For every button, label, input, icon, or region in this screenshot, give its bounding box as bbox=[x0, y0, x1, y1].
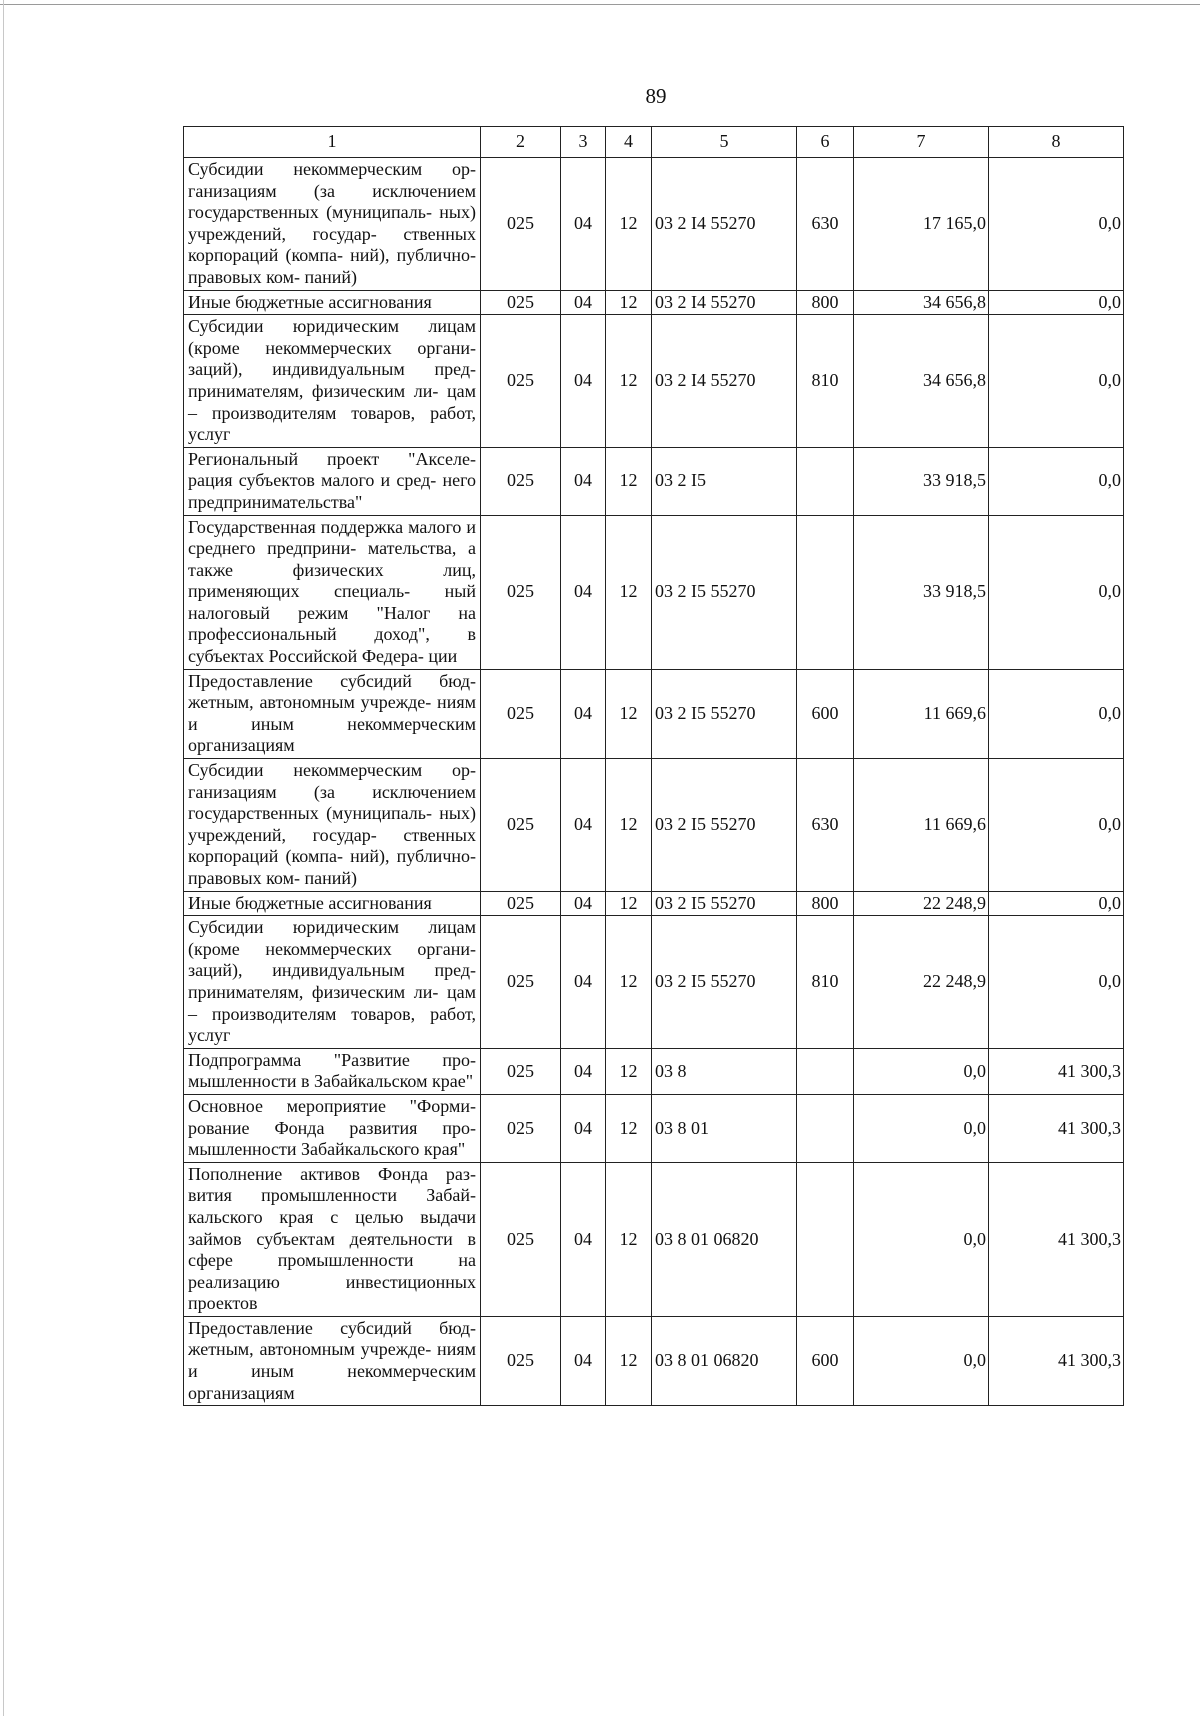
cell-ministry-code: 025 bbox=[481, 290, 561, 315]
cell-target-article: 03 2 I4 55270 bbox=[652, 315, 797, 448]
cell-section: 04 bbox=[561, 315, 606, 448]
cell-section: 04 bbox=[561, 158, 606, 291]
cell-target-article: 03 2 I5 55270 bbox=[652, 916, 797, 1049]
cell-target-article: 03 2 I5 55270 bbox=[652, 759, 797, 892]
cell-amount-col8: 41 300,3 bbox=[989, 1094, 1124, 1162]
cell-ministry-code: 025 bbox=[481, 515, 561, 669]
table-row bbox=[184, 447, 1124, 515]
cell-amount-col8: 41 300,3 bbox=[989, 1048, 1124, 1094]
cell-ministry-code: 025 bbox=[481, 1162, 561, 1316]
cell-amount-col7: 33 918,5 bbox=[854, 447, 989, 515]
cell-expense-type: 630 bbox=[797, 759, 854, 892]
header-col-8: 8 bbox=[989, 127, 1124, 158]
cell-amount-col7: 33 918,5 bbox=[854, 515, 989, 669]
cell-subsection: 12 bbox=[606, 759, 652, 892]
cell-amount-col7: 0,0 bbox=[854, 1162, 989, 1316]
cell-subsection: 12 bbox=[606, 1316, 652, 1405]
header-col-6: 6 bbox=[797, 127, 854, 158]
cell-subsection: 12 bbox=[606, 515, 652, 669]
cell-target-article: 03 8 bbox=[652, 1048, 797, 1094]
cell-amount-col8: 0,0 bbox=[989, 515, 1124, 669]
cell-target-article: 03 8 01 06820 bbox=[652, 1316, 797, 1405]
cell-subsection: 12 bbox=[606, 1048, 652, 1094]
table-row bbox=[184, 916, 1124, 1049]
cell-ministry-code: 025 bbox=[481, 916, 561, 1049]
cell-description: Государственная поддержка малого и среднего предприни- мательства, а также физических лиц, применяющих специаль- ный налоговый режим "Налог на профессиональный доход", в субъектах Российской Федера- ции bbox=[184, 515, 481, 669]
header-col-4: 4 bbox=[606, 127, 652, 158]
cell-description: Основное мероприятие "Форми- рование Фонда развития про- мышленности Забайкальского края" bbox=[184, 1094, 481, 1162]
cell-description: Иные бюджетные ассигнования bbox=[184, 891, 481, 916]
cell-amount-col8: 41 300,3 bbox=[989, 1162, 1124, 1316]
cell-expense-type bbox=[797, 515, 854, 669]
cell-ministry-code: 025 bbox=[481, 891, 561, 916]
cell-section: 04 bbox=[561, 515, 606, 669]
cell-expense-type: 800 bbox=[797, 290, 854, 315]
cell-amount-col8: 0,0 bbox=[989, 891, 1124, 916]
cell-expense-type bbox=[797, 1162, 854, 1316]
cell-amount-col8: 0,0 bbox=[989, 916, 1124, 1049]
cell-amount-col8: 0,0 bbox=[989, 158, 1124, 291]
cell-subsection: 12 bbox=[606, 447, 652, 515]
cell-target-article: 03 2 I4 55270 bbox=[652, 158, 797, 291]
cell-description: Региональный проект "Акселе- рация субъектов малого и сред- него предпринимательства" bbox=[184, 447, 481, 515]
cell-section: 04 bbox=[561, 669, 606, 758]
cell-target-article: 03 2 I5 55270 bbox=[652, 669, 797, 758]
cell-subsection: 12 bbox=[606, 1162, 652, 1316]
cell-amount-col7: 0,0 bbox=[854, 1316, 989, 1405]
cell-amount-col7: 22 248,9 bbox=[854, 916, 989, 1049]
cell-ministry-code: 025 bbox=[481, 1048, 561, 1094]
table-body bbox=[184, 158, 1124, 1406]
cell-target-article: 03 2 I5 55270 bbox=[652, 515, 797, 669]
cell-amount-col7: 0,0 bbox=[854, 1094, 989, 1162]
cell-expense-type: 810 bbox=[797, 315, 854, 448]
cell-target-article: 03 2 I4 55270 bbox=[652, 290, 797, 315]
cell-target-article: 03 2 I5 bbox=[652, 447, 797, 515]
cell-subsection: 12 bbox=[606, 158, 652, 291]
table-row bbox=[184, 759, 1124, 892]
cell-expense-type bbox=[797, 1094, 854, 1162]
cell-section: 04 bbox=[561, 290, 606, 315]
table-row bbox=[184, 515, 1124, 669]
header-col-3: 3 bbox=[561, 127, 606, 158]
table-row bbox=[184, 891, 1124, 916]
cell-expense-type bbox=[797, 1048, 854, 1094]
header-row bbox=[184, 127, 1124, 158]
cell-amount-col8: 0,0 bbox=[989, 290, 1124, 315]
scan-edge-left bbox=[3, 0, 4, 1716]
cell-subsection: 12 bbox=[606, 1094, 652, 1162]
cell-ministry-code: 025 bbox=[481, 669, 561, 758]
cell-amount-col7: 11 669,6 bbox=[854, 759, 989, 892]
cell-section: 04 bbox=[561, 1094, 606, 1162]
cell-section: 04 bbox=[561, 1162, 606, 1316]
cell-expense-type: 630 bbox=[797, 158, 854, 291]
cell-description: Субсидии юридическим лицам (кроме некоммерческих органи- заций), индивидуальным пред- принимателям, физическим ли- цам – производителям товаров, работ, услуг bbox=[184, 315, 481, 448]
cell-amount-col8: 41 300,3 bbox=[989, 1316, 1124, 1405]
cell-target-article: 03 8 01 bbox=[652, 1094, 797, 1162]
cell-description: Подпрограмма "Развитие про- мышленности в Забайкальском крае" bbox=[184, 1048, 481, 1094]
cell-expense-type: 600 bbox=[797, 669, 854, 758]
cell-section: 04 bbox=[561, 891, 606, 916]
cell-description: Пополнение активов Фонда раз- вития промышленности Забай- кальского края с целью выдачи займов субъектам деятельности в сфере промышленности на реализацию инвестиционных проектов bbox=[184, 1162, 481, 1316]
table-row bbox=[184, 1094, 1124, 1162]
cell-amount-col8: 0,0 bbox=[989, 669, 1124, 758]
header-col-5: 5 bbox=[652, 127, 797, 158]
cell-ministry-code: 025 bbox=[481, 1094, 561, 1162]
cell-description: Субсидии некоммерческим ор- ганизациям (за исключением государственных (муниципаль- ных) учреждений, государ- ственных корпораций (компа- ний), публично-правовых ком- паний) bbox=[184, 759, 481, 892]
cell-description: Субсидии некоммерческим ор- ганизациям (за исключением государственных (муниципаль- ных) учреждений, государ- ственных корпораций (компа- ний), публично-правовых ком- паний) bbox=[184, 158, 481, 291]
cell-expense-type: 800 bbox=[797, 891, 854, 916]
cell-ministry-code: 025 bbox=[481, 315, 561, 448]
cell-amount-col8: 0,0 bbox=[989, 315, 1124, 448]
table-row bbox=[184, 669, 1124, 758]
cell-amount-col7: 0,0 bbox=[854, 1048, 989, 1094]
table-row bbox=[184, 158, 1124, 291]
cell-subsection: 12 bbox=[606, 891, 652, 916]
scan-edge-top bbox=[0, 4, 1200, 5]
cell-ministry-code: 025 bbox=[481, 759, 561, 892]
cell-description: Предоставление субсидий бюд- жетным, автономным учрежде- ниям и иным некоммерческим организациям bbox=[184, 669, 481, 758]
cell-expense-type: 810 bbox=[797, 916, 854, 1049]
cell-section: 04 bbox=[561, 1316, 606, 1405]
cell-ministry-code: 025 bbox=[481, 447, 561, 515]
cell-amount-col7: 17 165,0 bbox=[854, 158, 989, 291]
table-row bbox=[184, 1316, 1124, 1405]
cell-description: Субсидии юридическим лицам (кроме некоммерческих органи- заций), индивидуальным пред- принимателям, физическим ли- цам – производителям товаров, работ, услуг bbox=[184, 916, 481, 1049]
cell-ministry-code: 025 bbox=[481, 158, 561, 291]
cell-amount-col7: 22 248,9 bbox=[854, 891, 989, 916]
cell-description: Иные бюджетные ассигнования bbox=[184, 290, 481, 315]
header-col-2: 2 bbox=[481, 127, 561, 158]
header-col-7: 7 bbox=[854, 127, 989, 158]
cell-section: 04 bbox=[561, 447, 606, 515]
page-number: 89 bbox=[645, 84, 667, 108]
table-row bbox=[184, 1162, 1124, 1316]
cell-amount-col7: 34 656,8 bbox=[854, 315, 989, 448]
cell-section: 04 bbox=[561, 759, 606, 892]
cell-ministry-code: 025 bbox=[481, 1316, 561, 1405]
cell-subsection: 12 bbox=[606, 315, 652, 448]
table-row bbox=[184, 315, 1124, 448]
cell-target-article: 03 8 01 06820 bbox=[652, 1162, 797, 1316]
table-row bbox=[184, 1048, 1124, 1094]
cell-expense-type: 600 bbox=[797, 1316, 854, 1405]
cell-target-article: 03 2 I5 55270 bbox=[652, 891, 797, 916]
cell-amount-col8: 0,0 bbox=[989, 447, 1124, 515]
cell-subsection: 12 bbox=[606, 916, 652, 1049]
cell-subsection: 12 bbox=[606, 290, 652, 315]
cell-expense-type bbox=[797, 447, 854, 515]
header-col-1: 1 bbox=[184, 127, 481, 158]
cell-section: 04 bbox=[561, 916, 606, 1049]
table-row bbox=[184, 290, 1124, 315]
cell-amount-col7: 34 656,8 bbox=[854, 290, 989, 315]
cell-amount-col7: 11 669,6 bbox=[854, 669, 989, 758]
cell-subsection: 12 bbox=[606, 669, 652, 758]
cell-description: Предоставление субсидий бюд- жетным, автономным учрежде- ниям и иным некоммерческим организациям bbox=[184, 1316, 481, 1405]
cell-amount-col8: 0,0 bbox=[989, 759, 1124, 892]
budget-table bbox=[183, 126, 1124, 1406]
cell-section: 04 bbox=[561, 1048, 606, 1094]
